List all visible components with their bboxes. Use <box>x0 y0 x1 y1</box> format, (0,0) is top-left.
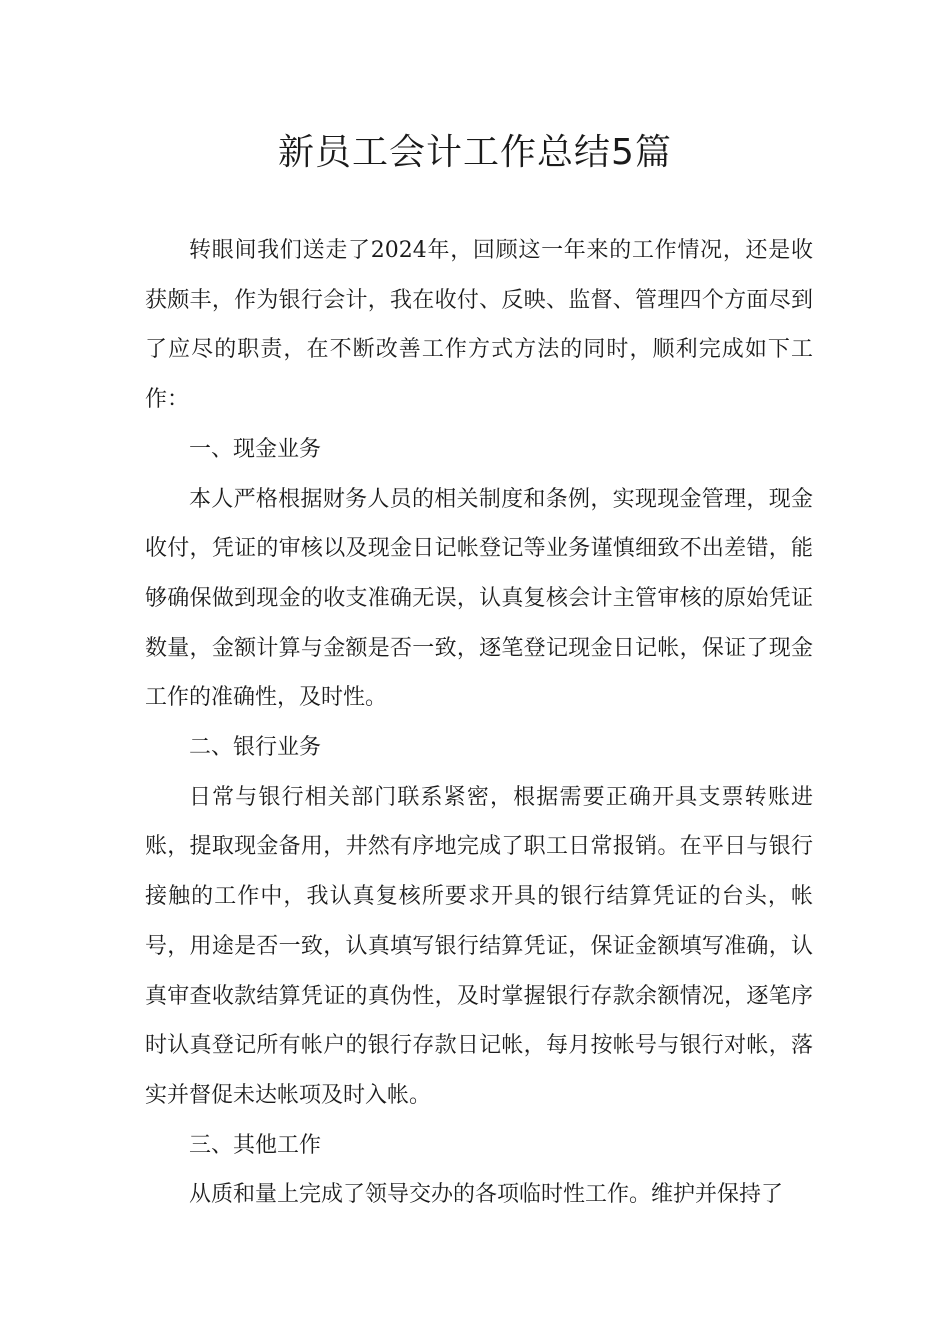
section-heading-other: 三、其他工作 <box>189 1132 322 1158</box>
section-heading-cash: 一、现金业务 <box>189 436 322 462</box>
document-body <box>145 226 813 1220</box>
cash-business-paragraph: 本人严格根据财务人员的相关制度和条例，实现现金管理，现金收付，凭证的审核以及现金日记帐登记等业务谨慎细致不出差错，能够确保做到现金的收支准确无误，认真复核会计主管审核的原始凭证数量，金额计算与金额是否一致，逐笔登记现金日记帐，保证了现金工作的准确性，及时性。 <box>145 486 813 711</box>
section-heading-bank: 二、银行业务 <box>189 735 322 761</box>
bank-business-paragraph: 日常与银行相关部门联系紧密，根据需要正确开具支票转账进账，提取现金备用，井然有序地完成了职工日常报销。在平日与银行接触的工作中，我认真复核所要求开具的银行结算凭证的台头，帐号，用途是否一致，认真填写银行结算凭证，保证金额填写准确，认真审查收款结算凭证的真伪性，及时掌握银行存款余额情况，逐笔序时认真登记所有帐户的银行存款日记帐，每月按帐号与银行对帐，落实并督促未达帐项及时入帐。 <box>145 784 813 1108</box>
other-work-paragraph: 从质和量上完成了领导交办的各项临时性工作。维护并保持了 <box>189 1182 784 1208</box>
intro-paragraph: 转眼间我们送走了2024年，回顾这一年来的工作情况，还是收获颇丰，作为银行会计，我在收付、反映、监督、管理四个方面尽到了应尽的职责，在不断改善工作方式方法的同时，顺利完成如下工作： <box>145 238 813 413</box>
document-title: 新员工会计工作总结5篇 <box>278 132 672 173</box>
